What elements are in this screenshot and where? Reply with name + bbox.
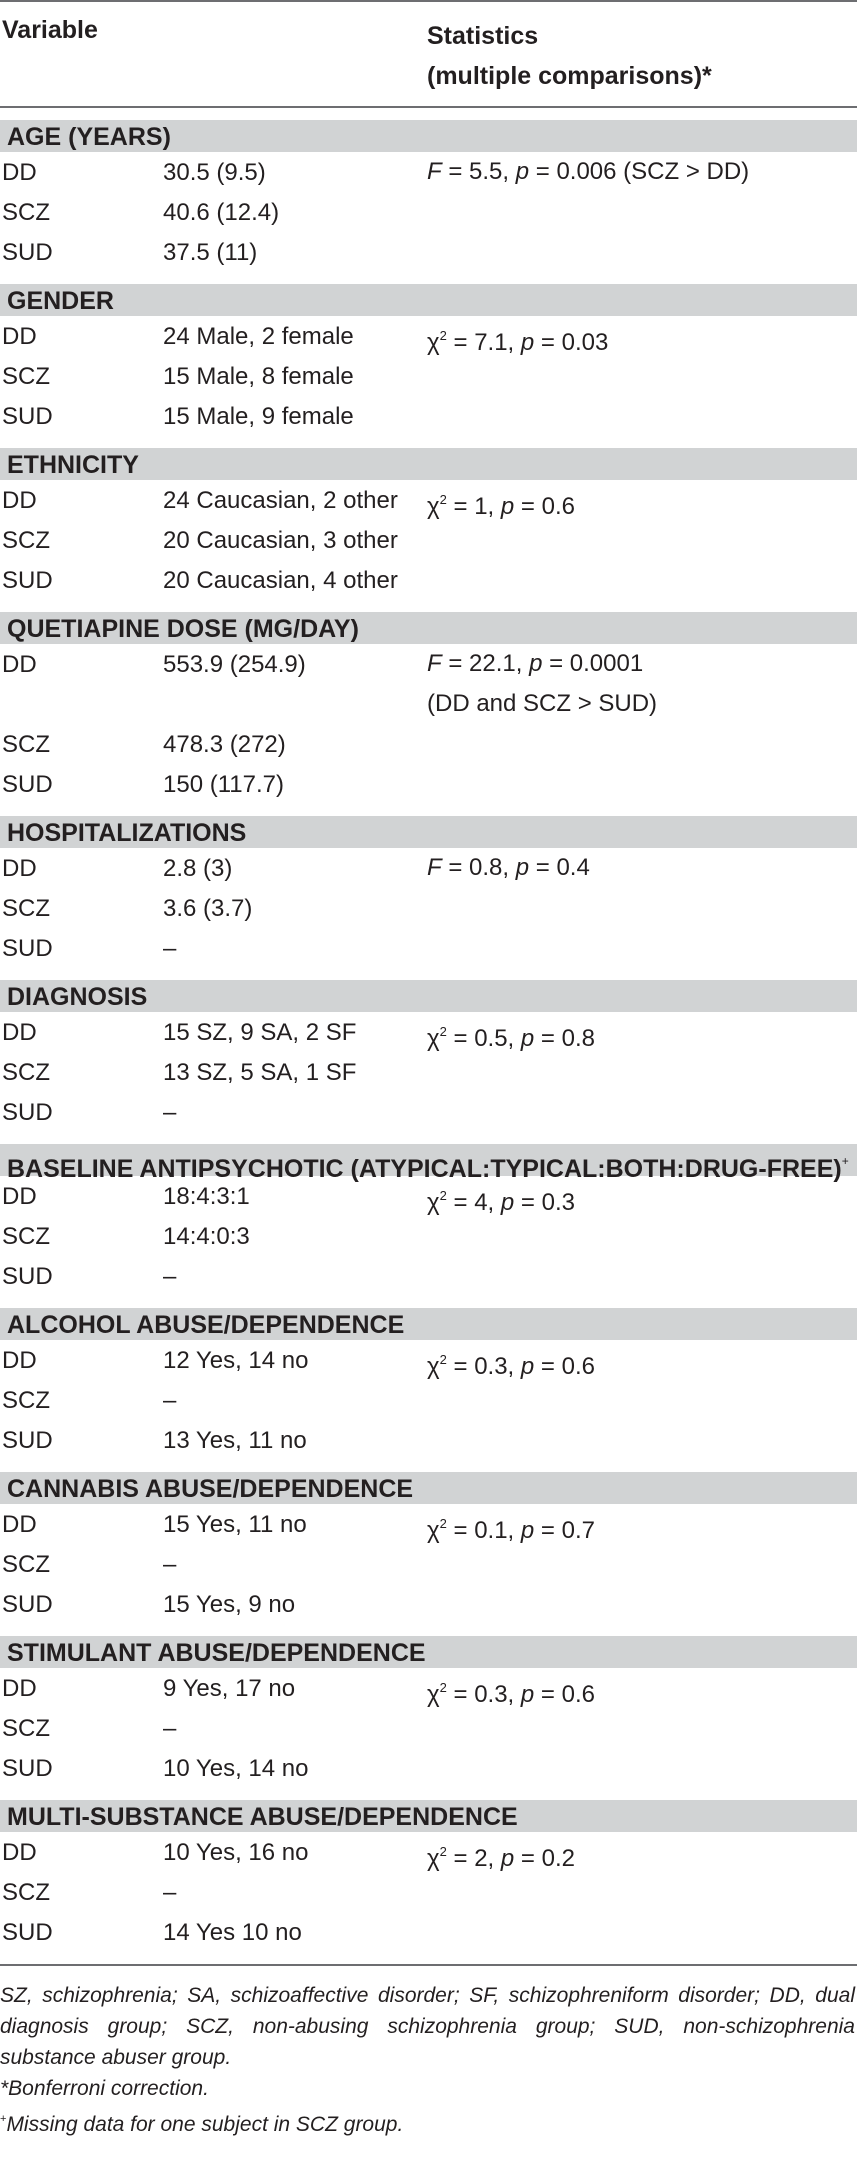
p-value-symbol: p	[500, 493, 515, 520]
group-cell: SCZ	[2, 363, 50, 390]
table-section	[0, 1308, 857, 1460]
chi-square-exponent: 2	[439, 1024, 447, 1039]
section-title	[0, 1800, 857, 1832]
chi-square-exponent: 2	[439, 1352, 447, 1367]
table-row	[0, 192, 857, 232]
table-row	[0, 764, 857, 804]
table-row	[0, 520, 857, 560]
p-value: = 0.6	[534, 1353, 595, 1380]
group-cell: DD	[2, 1675, 37, 1702]
section-title-footnote-marker: +	[841, 1154, 849, 1168]
value-cell: 15 Yes, 9 no	[163, 1591, 296, 1618]
p-value: = 0.8	[534, 1025, 595, 1052]
group-cell: SCZ	[2, 199, 50, 226]
p-value: = 0.6	[514, 493, 575, 520]
footnote-bonferroni: *Bonferroni correction.	[0, 2077, 209, 2100]
p-value: = 0.6	[534, 1681, 595, 1708]
group-cell: DD	[2, 1347, 37, 1374]
table-section	[0, 1144, 857, 1296]
table-row	[0, 1832, 857, 1872]
column-header-variable: Variable	[2, 16, 98, 44]
value-cell: –	[163, 1099, 177, 1126]
chi-square-exponent: 2	[439, 1844, 447, 1859]
table-row	[0, 1708, 857, 1748]
table-section	[0, 1472, 857, 1624]
group-cell: SCZ	[2, 1387, 50, 1414]
group-cell: DD	[2, 1511, 37, 1538]
chi-square-exponent: 2	[439, 1516, 447, 1531]
footnote-missing-marker: +	[0, 2113, 7, 2125]
group-cell: SUD	[2, 1263, 53, 1290]
section-title	[0, 1308, 857, 1340]
chi-square-exponent: 2	[439, 492, 447, 507]
section-title-text: BASELINE ANTIPSYCHOTIC (ATYPICAL:TYPICAL:BOTH:DRUG-FREE)	[7, 1155, 842, 1183]
section-title	[0, 1144, 857, 1183]
table-row	[0, 1504, 857, 1544]
section-title	[0, 1636, 857, 1668]
table-section	[0, 816, 857, 968]
statistic-value: = 22.1,	[441, 650, 530, 677]
section-title	[0, 816, 857, 848]
table-section	[0, 980, 857, 1132]
section-title	[0, 612, 857, 644]
section-title	[0, 1472, 857, 1504]
table-row	[0, 1340, 857, 1380]
table-footnotes	[0, 1964, 857, 2140]
chi-square-symbol: χ	[427, 1845, 440, 1872]
table-row	[0, 644, 857, 724]
chi-square-symbol: χ	[427, 329, 440, 356]
table-row	[0, 1380, 857, 1420]
table-row	[0, 480, 857, 520]
p-value-symbol: p	[520, 1025, 535, 1052]
statistics-comparison: (DD and SCZ > SUD)	[427, 690, 658, 717]
group-cell: DD	[2, 855, 37, 882]
group-cell: DD	[2, 1019, 37, 1046]
f-statistic-symbol: F	[427, 854, 442, 881]
f-statistic-symbol: F	[427, 650, 442, 677]
table-row	[0, 888, 857, 928]
table-row	[0, 1748, 857, 1788]
statistic-value: = 2,	[446, 1845, 501, 1872]
f-statistic-symbol: F	[427, 158, 442, 185]
p-value-symbol: p	[520, 1353, 535, 1380]
footnote-missing	[0, 2104, 857, 2140]
p-value-symbol: p	[515, 854, 530, 881]
statistic-value: = 0.8,	[441, 854, 516, 881]
value-cell: –	[163, 935, 177, 962]
value-cell: –	[163, 1387, 177, 1414]
table-body	[0, 120, 857, 1952]
group-cell: SUD	[2, 567, 53, 594]
section-title-text: QUETIAPINE DOSE (MG/DAY)	[7, 615, 359, 643]
table-row	[0, 1052, 857, 1092]
group-cell: SUD	[2, 1755, 53, 1782]
group-cell: SCZ	[2, 1059, 50, 1086]
chi-square-symbol: χ	[427, 493, 440, 520]
column-header-statistics	[427, 16, 712, 96]
value-cell: 20 Caucasian, 4 other	[163, 567, 398, 594]
table-section	[0, 120, 857, 272]
group-cell: SUD	[2, 771, 53, 798]
footnote-abbreviations: SZ, schizophrenia; SA, schizoaffective disorder; SF, schizophreniform disorder; DD, dual diagnosis group; SCZ, non-abusing schizophrenia group; SUD, non-schizophrenia substance abuser group.	[0, 1984, 855, 2069]
section-title-text: ETHNICITY	[7, 451, 139, 479]
p-value: = 0.4	[529, 854, 590, 881]
table-row	[0, 356, 857, 396]
group-cell: SUD	[2, 403, 53, 430]
chi-square-symbol: χ	[427, 1189, 440, 1216]
group-cell: SCZ	[2, 1223, 50, 1250]
value-cell: 15 Male, 8 female	[163, 363, 354, 390]
statistic-value: = 5.5,	[441, 158, 516, 185]
table-row	[0, 1256, 857, 1296]
table-row	[0, 1544, 857, 1584]
p-value-symbol: p	[529, 650, 543, 677]
statistics-header-line2: (multiple comparisons)*	[427, 62, 712, 90]
value-cell: 12 Yes, 14 no	[163, 1347, 309, 1374]
value-cell: 30.5 (9.5)	[163, 159, 266, 186]
group-cell: SUD	[2, 1427, 53, 1454]
section-title-text: ALCOHOL ABUSE/DEPENDENCE	[7, 1311, 405, 1339]
table-row	[0, 928, 857, 968]
section-title	[0, 980, 857, 1012]
table-row	[0, 316, 857, 356]
group-cell: SCZ	[2, 527, 50, 554]
table-row	[0, 1092, 857, 1132]
statistics-header-line1: Statistics	[427, 22, 539, 50]
table-row	[0, 1584, 857, 1624]
value-cell: 37.5 (11)	[163, 239, 258, 266]
value-cell: 13 SZ, 5 SA, 1 SF	[163, 1059, 357, 1086]
p-value-symbol: p	[520, 329, 535, 356]
table-header	[0, 0, 857, 108]
value-cell: 3.6 (3.7)	[163, 895, 253, 922]
value-cell: 9 Yes, 17 no	[163, 1675, 296, 1702]
group-cell: SCZ	[2, 1879, 50, 1906]
p-value: = 0.006 (SCZ > DD)	[529, 158, 750, 185]
table-section	[0, 612, 857, 804]
group-cell: DD	[2, 1839, 37, 1866]
group-cell: SUD	[2, 1099, 53, 1126]
statistic-value: = 7.1,	[446, 329, 521, 356]
table-row	[0, 848, 857, 888]
value-cell: –	[163, 1715, 177, 1742]
p-value-symbol: p	[520, 1517, 535, 1544]
group-cell: SCZ	[2, 895, 50, 922]
statistics-cell	[427, 644, 657, 724]
p-value-symbol: p	[520, 1681, 535, 1708]
chi-square-exponent: 2	[439, 1188, 447, 1203]
table-row	[0, 396, 857, 436]
table-row	[0, 724, 857, 764]
value-cell: 10 Yes, 14 no	[163, 1755, 309, 1782]
group-cell: DD	[2, 1183, 37, 1210]
statistics-line	[427, 848, 590, 888]
table-row	[0, 1872, 857, 1912]
table-row	[0, 1912, 857, 1952]
p-value: = 0.0001	[542, 650, 644, 677]
statistic-value: = 0.5,	[446, 1025, 521, 1052]
table-row	[0, 232, 857, 272]
value-cell: 15 Male, 9 female	[163, 403, 354, 430]
value-cell: 14:4:0:3	[163, 1223, 250, 1250]
value-cell: 24 Male, 2 female	[163, 323, 354, 350]
p-value-symbol: p	[500, 1845, 515, 1872]
p-value: = 0.7	[534, 1517, 595, 1544]
statistic-value: = 0.3,	[446, 1353, 521, 1380]
p-value: = 0.2	[514, 1845, 575, 1872]
group-cell: DD	[2, 323, 37, 350]
table-row	[0, 1668, 857, 1708]
value-cell: 2.8 (3)	[163, 855, 233, 882]
p-value: = 0.03	[534, 329, 609, 356]
value-cell: 15 Yes, 11 no	[163, 1511, 307, 1538]
statistics-cell	[427, 848, 590, 888]
section-title-text: MULTI-SUBSTANCE ABUSE/DEPENDENCE	[7, 1803, 518, 1831]
table-section	[0, 1636, 857, 1788]
value-cell: 20 Caucasian, 3 other	[163, 527, 398, 554]
section-title	[0, 120, 857, 152]
value-cell: –	[163, 1879, 177, 1906]
table-section	[0, 448, 857, 600]
group-cell: SCZ	[2, 731, 50, 758]
group-cell: SUD	[2, 935, 53, 962]
group-cell: SUD	[2, 1591, 53, 1618]
p-value-symbol: p	[515, 158, 530, 185]
table-row	[0, 1176, 857, 1216]
value-cell: 150 (117.7)	[163, 771, 284, 798]
group-cell: SUD	[2, 239, 53, 266]
p-value: = 0.3	[514, 1189, 575, 1216]
section-title-text: CANNABIS ABUSE/DEPENDENCE	[7, 1475, 414, 1503]
value-cell: 13 Yes, 11 no	[163, 1427, 307, 1454]
value-cell: 40.6 (12.4)	[163, 199, 280, 226]
statistics-cell	[427, 152, 749, 192]
table-row	[0, 560, 857, 600]
table-row	[0, 152, 857, 192]
section-title-text: DIAGNOSIS	[7, 983, 148, 1011]
section-title-text: GENDER	[7, 287, 114, 315]
statistics-line	[427, 644, 657, 684]
chi-square-exponent: 2	[439, 1680, 447, 1695]
table-section	[0, 1800, 857, 1952]
group-cell: DD	[2, 159, 37, 186]
group-cell: SCZ	[2, 1551, 50, 1578]
p-value-symbol: p	[500, 1189, 515, 1216]
statistic-value: = 0.1,	[446, 1517, 521, 1544]
value-cell: 15 SZ, 9 SA, 2 SF	[163, 1019, 357, 1046]
table-row	[0, 1420, 857, 1460]
group-cell: DD	[2, 651, 37, 678]
chi-square-symbol: χ	[427, 1353, 440, 1380]
chi-square-symbol: χ	[427, 1517, 440, 1544]
group-cell: DD	[2, 487, 37, 514]
section-title-text: STIMULANT ABUSE/DEPENDENCE	[7, 1639, 426, 1667]
value-cell: 24 Caucasian, 2 other	[163, 487, 398, 514]
group-cell: SCZ	[2, 1715, 50, 1742]
statistics-line	[427, 152, 749, 192]
value-cell: 10 Yes, 16 no	[163, 1839, 309, 1866]
section-title	[0, 284, 857, 316]
group-cell: SUD	[2, 1919, 53, 1946]
statistic-value: = 1,	[446, 493, 501, 520]
chi-square-exponent: 2	[439, 328, 447, 343]
value-cell: 553.9 (254.9)	[163, 651, 306, 678]
section-title	[0, 448, 857, 480]
value-cell: 18:4:3:1	[163, 1183, 250, 1210]
table-row	[0, 1012, 857, 1052]
table-row	[0, 1216, 857, 1256]
table-section	[0, 284, 857, 436]
section-title-text: AGE (YEARS)	[7, 123, 171, 151]
statistic-value: = 4,	[446, 1189, 501, 1216]
value-cell: –	[163, 1263, 177, 1290]
statistic-value: = 0.3,	[446, 1681, 521, 1708]
footnote-missing-text: Missing data for one subject in SCZ group.	[6, 2113, 404, 2136]
value-cell: 14 Yes 10 no	[163, 1919, 302, 1946]
section-title-text: HOSPITALIZATIONS	[7, 819, 247, 847]
chi-square-symbol: χ	[427, 1681, 440, 1708]
value-cell: 478.3 (272)	[163, 731, 286, 758]
chi-square-symbol: χ	[427, 1025, 440, 1052]
value-cell: –	[163, 1551, 177, 1578]
